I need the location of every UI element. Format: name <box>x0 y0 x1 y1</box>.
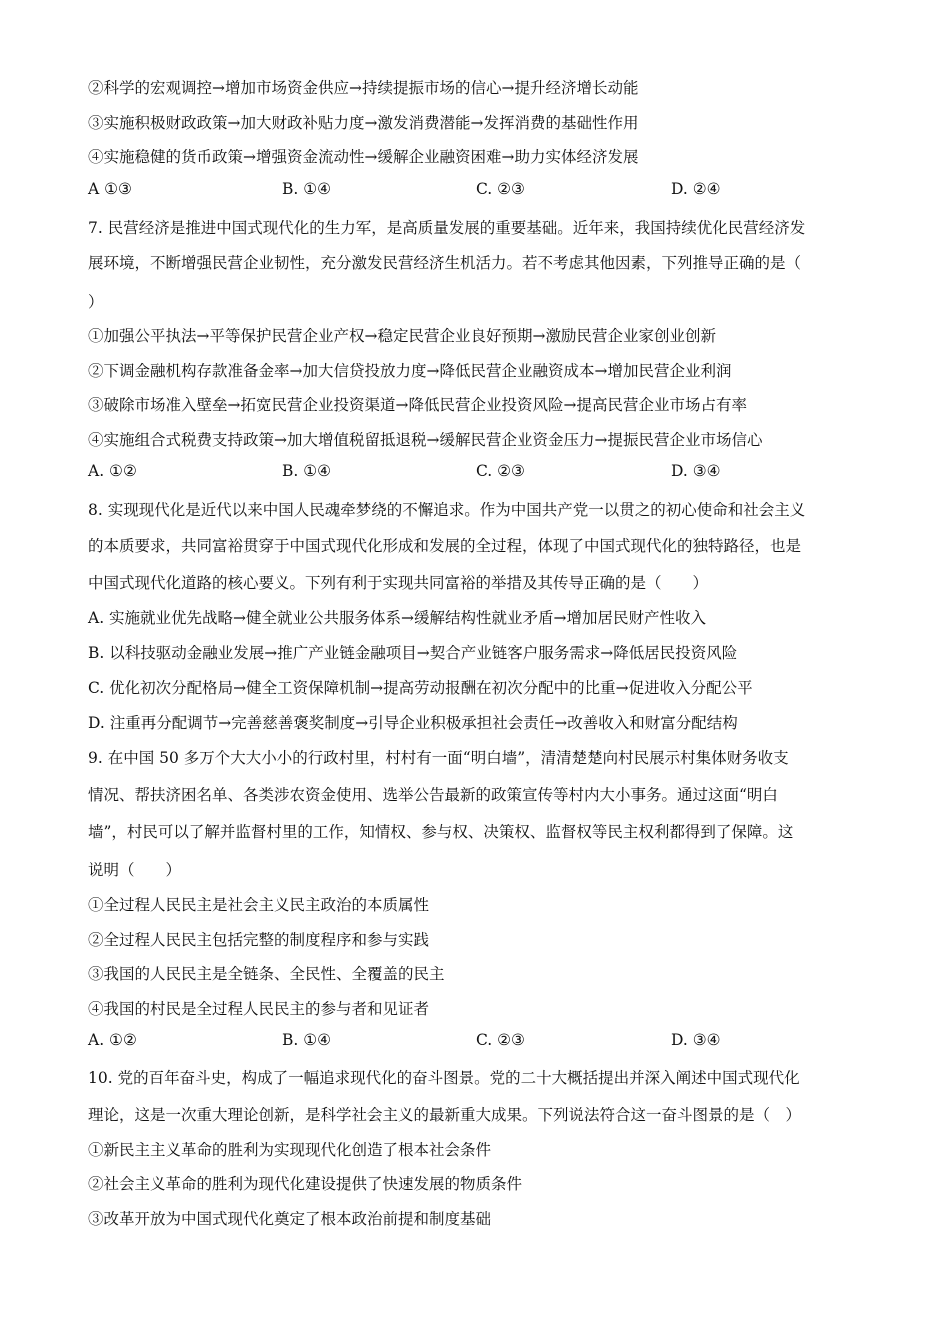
q9-item-4: ④我国的村民是全过程人民民主的参与者和见证者 <box>88 1000 430 1018</box>
q9-stem-line-2: 情况、帮扶济困名单、各类涉农资金使用、选举公告最新的政策宣传等村内大小事务。通过这面“明白 <box>88 786 778 804</box>
q9-stem-line-1: 9. 在中国 50 多万个大大小小的行政村里，村村有一面“明白墙”，清清楚楚向村民展示村集体财务收支 <box>88 749 789 767</box>
q9-option-d: D. ③④ <box>671 1031 721 1049</box>
q7-stem-line-1: 7. 民营经济是推进中国式现代化的生力军，是高质量发展的重要基础。近年来，我国持续优化民营经济发 <box>88 219 806 237</box>
q9-option-c: C. ②③ <box>476 1031 525 1049</box>
q6-options <box>88 180 888 204</box>
q7-stem-line-2: 展环境，不断增强民营企业韧性，充分激发民营经济生机活力。若不考虑其他因素，下列推导正确的是（ <box>88 254 802 272</box>
q8-stem-line-3: 中国式现代化道路的核心要义。下列有利于实现共同富裕的举措及其传导正确的是（ ） <box>88 574 709 592</box>
q10-item-2: ②社会主义革命的胜利为现代化建设提供了快速发展的物质条件 <box>88 1175 523 1193</box>
q9-stem-line-3: 墙”，村民可以了解并监督村里的工作，知情权、参与权、决策权、监督权等民主权利都得到了保障。这 <box>88 823 794 841</box>
q10-stem-line-1: 10. 党的百年奋斗史，构成了一幅追求现代化的奋斗图景。党的二十大概括提出并深入阐述中国式现代化 <box>88 1069 800 1087</box>
q7-option-d: D. ③④ <box>671 462 721 480</box>
q9-option-a: A. ①② <box>88 1031 137 1049</box>
q7-item-1: ①加强公平执法→平等保护民营企业产权→稳定民营企业良好预期→激励民营企业家创业创新 <box>88 327 716 345</box>
q9-stem-line-4: 说明（ ） <box>88 861 182 879</box>
q6-item-2: ②科学的宏观调控→增加市场资金供应→持续提振市场的信心→提升经济增长动能 <box>88 79 639 97</box>
q9-item-3: ③我国的人民民主是全链条、全民性、全覆盖的民主 <box>88 965 445 983</box>
q7-option-c: C. ②③ <box>476 462 525 480</box>
q8-choice-b: B. 以科技驱动金融业发展→推广产业链金融项目→契合产业链客户服务需求→降低居民投资风险 <box>88 644 738 662</box>
q7-option-b: B. ①④ <box>282 462 332 480</box>
q8-stem-line-2: 的本质要求，共同富裕贯穿于中国式现代化形成和发展的全过程，体现了中国式现代化的独特路径，也是 <box>88 537 802 555</box>
q10-item-3: ③改革开放为中国式现代化奠定了根本政治前提和制度基础 <box>88 1210 492 1228</box>
q7-item-3: ③破除市场准入壁垒→拓宽民营企业投资渠道→降低民营企业投资风险→提高民营企业市场占有率 <box>88 396 747 414</box>
q6-option-b: B. ①④ <box>282 180 332 198</box>
q7-options <box>88 462 888 486</box>
q10-stem-line-2: 理论，这是一次重大理论创新，是科学社会主义的最新重大成果。下列说法符合这一奋斗图景的是（ ） <box>88 1106 802 1124</box>
q9-item-1: ①全过程人民民主是社会主义民主政治的本质属性 <box>88 896 430 914</box>
q6-option-c: C. ②③ <box>476 180 525 198</box>
q9-options <box>88 1031 888 1055</box>
q8-stem-line-1: 8. 实现现代化是近代以来中国人民魂牵梦绕的不懈追求。作为中国共产党一以贯之的初心使命和社会主义 <box>88 501 806 519</box>
q6-item-3: ③实施积极财政政策→加大财政补贴力度→激发消费潜能→发挥消费的基础性作用 <box>88 114 639 132</box>
q8-choice-d: D. 注重再分配调节→完善慈善褒奖制度→引导企业积极承担社会责任→改善收入和财富分配结构 <box>88 714 738 732</box>
q8-choice-a: A. 实施就业优先战略→健全就业公共服务体系→缓解结构性就业矛盾→增加居民财产性收入 <box>88 609 707 627</box>
q8-choice-c: C. 优化初次分配格局→健全工资保障机制→提高劳动报酬在初次分配中的比重→促进收入分配公平 <box>88 679 753 697</box>
q7-stem-line-3: ） <box>88 293 104 311</box>
q6-option-a: A ①③ <box>88 180 132 198</box>
q9-option-b: B. ①④ <box>282 1031 332 1049</box>
q10-item-1: ①新民主主义革命的胜利为实现现代化创造了根本社会条件 <box>88 1141 492 1159</box>
q6-item-4: ④实施稳健的货币政策→增强资金流动性→缓解企业融资困难→助力实体经济发展 <box>88 148 639 166</box>
q7-option-a: A. ①② <box>88 462 137 480</box>
q7-item-2: ②下调金融机构存款准备金率→加大信贷投放力度→降低民营企业融资成本→增加民营企业利润 <box>88 362 732 380</box>
q6-option-d: D. ②④ <box>671 180 721 198</box>
q9-item-2: ②全过程人民民主包括完整的制度程序和参与实践 <box>88 931 430 949</box>
q7-item-4: ④实施组合式税费支持政策→加大增值税留抵退税→缓解民营企业资金压力→提振民营企业市场信心 <box>88 431 763 449</box>
